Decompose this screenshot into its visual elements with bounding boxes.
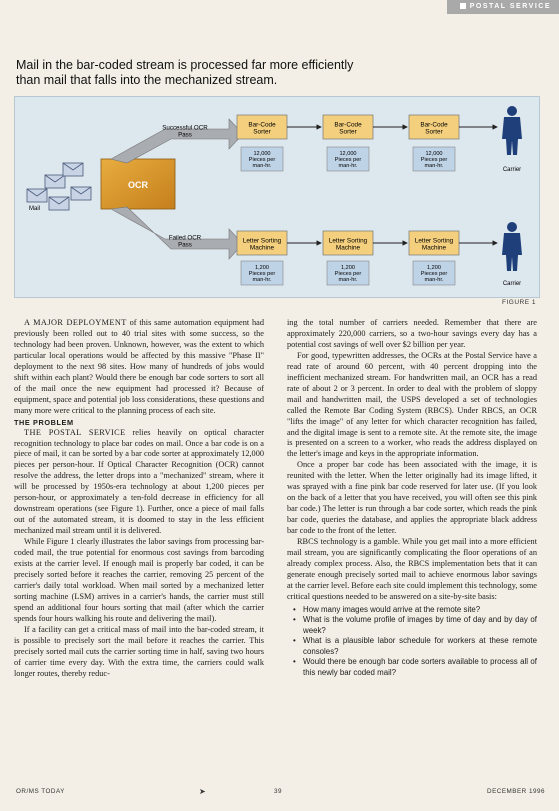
footer-date: DECEMBER 1996 (487, 788, 545, 795)
barcode-sorter-label-1: Bar-Code Sorter (248, 121, 276, 136)
rate-bottom-1: 1,200 Pieces per man-hr. (248, 264, 276, 284)
figure-title: Mail in the bar-coded stream is processed far more efficiently than mail that falls into the mechanized stream. (16, 58, 354, 87)
flow-arrows (287, 127, 497, 243)
successful-pass-label: Successful OCR Pass (162, 124, 208, 139)
square-bullet-icon (460, 3, 466, 9)
carrier-bottom-icon (502, 222, 522, 271)
paragraph-6: For good, typewritten addresses, the OCRs at the Postal Service have a read rate of around 60 percent, with 40 percent dropping into the inefficient mechanized stream. For handwritten mail, an OCR has a read rate of about 2 or 3 percent. In order to deal with the problem of sloppy mail and handwritten mail, the USPS developed a set of technologies called the Remote Bar Coding System (RBCS). Under RBCS, an OCR "lifts the image" of any letter for which character recognition has failed, and the digital image is sent to a remote site. At the remote site, the image is presented on a screen to a worker, who reads the address displayed on the letter's image and keys in the appropriate information. (287, 350, 537, 459)
list-item: • What is a plausible labor schedule for workers at these remote consoles? (303, 636, 537, 657)
section-name: POSTAL SERVICE (469, 3, 551, 10)
carrier-top-icon (502, 106, 522, 155)
lead-in-2: THE POSTAL SERVICE (24, 427, 126, 437)
paragraph-2-text: relies heavily on optical character recognition technology to place bar codes on mail. Once a bar code is on a piece of mail, it can be sorted by a bar code sorter at approximately 12,000 pieces per person-hour. If Optical Character Recognition (OCR) cannot resolve the address, the letter drops into a "mechanized" stream, where it will be processed by 1950s-era technology at about 1,200 pieces per person-hour, or approximately a ten-fold decrease in efficiency for all downstream operations (see Figure 1). Further, once a piece of mail falls out of the automated stream, it is doomed to stay in the less efficient mechanized mail stream until it is delivered. (14, 427, 265, 536)
failed-pass-label: Failed OCR Pass (168, 234, 202, 249)
question-list (287, 605, 537, 679)
paragraph-3: While Figure 1 clearly illustrates the labor savings from processing bar-coded mail, the true potential for enormous cost savings from barcoding exists at the carrier level. If enough mail is properly bar coded, it can be precisely sorted before it reaches the carrier, removing 25 percent of the carrier's daily total workload. When mail sorted by a mechanized letter sorting machine (LSM) arrives in a carrier's hands, the carrier must still spend an additional four hours sorting that mail (after which the carrier spends four hours walking his route and delivering the mail). (14, 537, 264, 623)
section-heading-problem: THE PROBLEM (14, 417, 74, 427)
barcode-sorter-label-2: Bar-Code Sorter (334, 121, 362, 136)
carrier-label-bottom: Carrier (502, 281, 522, 287)
carrier-label-top: Carrier (502, 167, 522, 173)
list-item: • Would there be enough bar code sorters available to process all of this newly bar coded mail? (303, 657, 537, 678)
failed-arrow (111, 207, 243, 259)
figure-diagram (14, 96, 540, 298)
article-column-left (14, 318, 264, 680)
mail-envelopes-icon (27, 163, 91, 210)
ocr-label: OCR (128, 180, 148, 190)
rate-top-1: 12,000 Pieces per man-hr. (248, 150, 276, 170)
letter-sorting-label-3: Letter Sorting Machine (414, 237, 454, 252)
mail-flow-diagram (15, 97, 539, 297)
footer-page-number: 39 (274, 788, 283, 795)
figure-number: FIGURE 1 (502, 299, 536, 306)
section-header-tab (447, 0, 559, 14)
rate-bottom-3: 1,200 Pieces per man-hr. (420, 264, 448, 284)
paragraph-8: RBCS technology is a gamble. While you get mail into a more efficient mail stream, you are significantly complicating the floor operations of an already complex process. Also, the RBCS implementation bets that it can generate enough precisely sorted mail to achieve enormous labor savings at the carrier level. Before each site could implement this technology, some critical questions needed to be answered on a site-by-site basis: (287, 537, 537, 601)
letter-sorting-label-1: Letter Sorting Machine (242, 237, 282, 252)
list-item: • What is the volume profile of images by time of day and by day of week? (303, 615, 537, 636)
paragraph-1 (14, 318, 264, 417)
barcode-sorter-label-3: Bar-Code Sorter (420, 121, 448, 136)
mail-label: Mail (29, 206, 41, 212)
list-item: • How many images would arrive at the remote site? (303, 605, 537, 616)
footer-publication: OR/MS TODAY (16, 788, 65, 795)
paragraph-7: Once a proper bar code has been associated with the image, it is reunited with the letter. When the letter originally had its image lifted, it was sprayed with a fine pink bar code reserved for later use. (If you look on the back of a letter that you have received, you will often see this pink bar code.) The letter is run through a bar code sorter, which reads the pink bar code, queries the database, and applies the appropriate black address bar code to the front of the letter. (287, 460, 537, 536)
rate-top-2: 12,000 Pieces per man-hr. (334, 150, 362, 170)
arrow-mark-icon: ➤ (199, 787, 206, 796)
figure-1 (10, 54, 540, 308)
letter-sorting-label-2: Letter Sorting Machine (328, 237, 368, 252)
lead-in-1: A MAJOR DEPLOYMENT (24, 318, 127, 327)
rate-bottom-2: 1,200 Pieces per man-hr. (334, 264, 362, 284)
paragraph-5: ing the total number of carriers needed. Remember that there are approximately 220,000 carriers, so a two-hour savings every day has a potential cost savings of well over $2 billion per year. (287, 318, 537, 349)
rate-top-3: 12,000 Pieces per man-hr. (420, 150, 448, 170)
paragraph-4: If a facility can get a critical mass of mail into the bar-coded stream, it is possible to precisely sort the mail before it reaches the carrier. This precisely sorted mail cuts the carrier sorting time in half, saving two hours of carrier time every day. With the extra time, the carriers could walk longer routes, thereby reduc- (14, 624, 264, 678)
article-column-right (287, 318, 537, 678)
paragraph-1-text: of this same automation equipment had previously been rolled out to 40 trial sites with some success, so the technology had been proven. Unknown, however, was the extent to which particular local operations would be affected by this massive "Phase II" deployment to the next 98 sites. How many of hundreds of jobs would shift within each plant? Would there be enough bar code sorters to sort all of the mail once the new equipment had processed it? Because of equipment, space and potential job loss considerations, these questions and many more were critical to the planning process of each site. (14, 318, 264, 415)
paragraph-2 (14, 428, 264, 538)
